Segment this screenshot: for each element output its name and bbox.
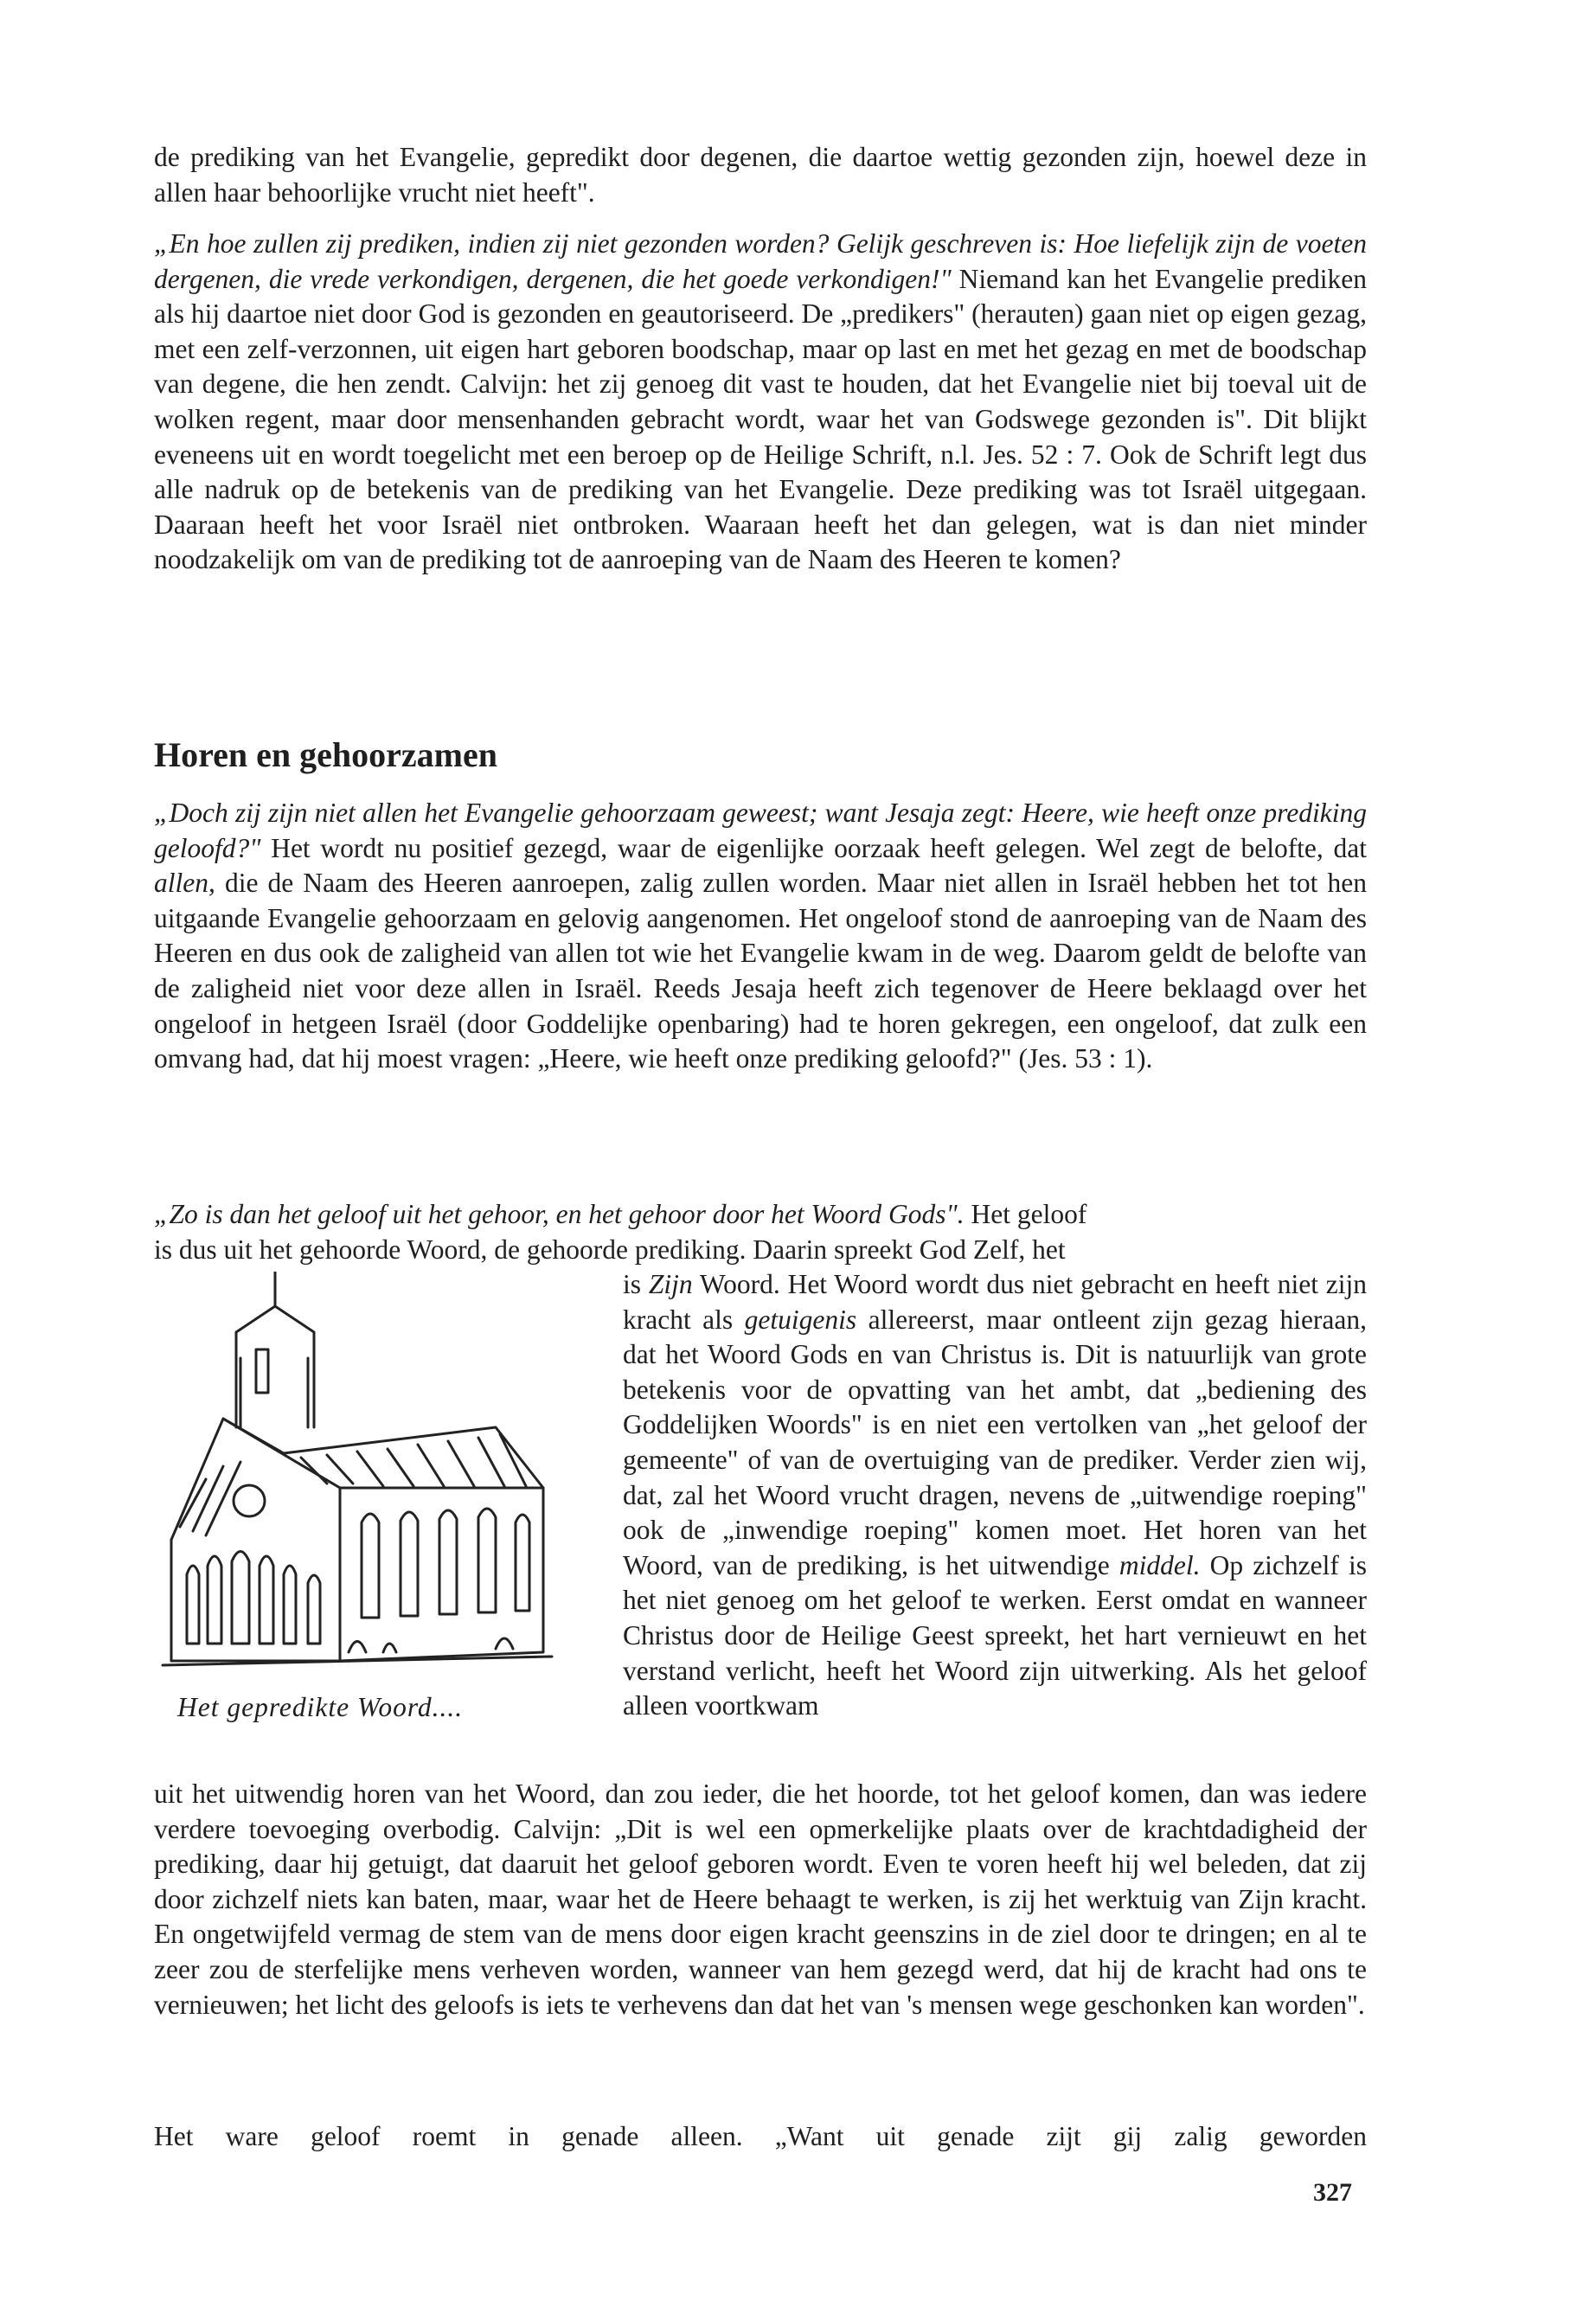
quote-italic: „En hoe zullen zij prediken, indien zij niet gezonden worden? Gelijk geschreven is: Hoe liefelijk zijn de voeten dergenen, die vrede verkondigen, dergenen, die het goede verkondigen!" [154,228,1367,294]
emphasis-word: allen, [154,868,215,899]
paragraph-body: Het geloof [964,1199,1087,1229]
paragraph-line: is dus uit het gehoorde Woord, de gehoorde prediking. Daarin spreekt God Zelf, het [154,1234,1066,1265]
paragraph-body: Woord. Het Woord wordt dus niet gebracht en heeft niet zijn kracht als [623,1269,1368,1335]
paragraph-body: Niemand kan het Evangelie prediken als hij daartoe niet door God is gezonden en geautoriseerd. De „predikers" (herauten) gaan niet op eigen gezag, met een zelf-verzonnen, uit eigen hart geboren boodschap, maar op last en met het gezag en met de boodschap van degene, die hen zendt. Calvijn: het zij genoeg dit vast te houden, dat het Evangelie niet bij toeval uit de wolken regent, maar door mensenhanden gebracht wordt, waar het van Godswege gezonden is". Dit blijkt eveneens uit en wordt toegelicht met een beroep op de Heilige Schrift, n.l. Jes. 52 : 7. Ook de Schrift legt dus alle nadruk op de betekenis van de prediking van het Evangelie. Deze prediking was tot Israël uitgegaan. Daaraan heeft het voor Israël niet ontbroken. Waaraan heeft het dan gelegen, wat is dan niet minder noodzakelijk om van de prediking tot de aanroeping van de Naam des Heeren te komen? [154,263,1367,575]
paragraph-body: Het wordt nu positief gezegd, waar de eigenlijke oorzaak heeft gelegen. Wel zegt de belofte, dat [260,832,1367,863]
paragraph-line [154,1197,1367,1233]
paragraph-body: Op zichzelf is het niet genoeg om het geloof te werken. Eerst omdat en wanneer Christus door de Heilige Geest spreekt, het hart vernieuwt en het verstand verlicht, heeft het Woord zijn uitwerking. Als het geloof alleen voortkwam [623,1549,1367,1721]
paragraph-body: die de Naam des Heeren aanroepen, zalig zullen worden. Maar niet allen in Israël hebben het tot hen uitgaande Evangelie gehoorzaam en gelovig aangenomen. Het ongeloof stond de aanroeping van de Naam des Heeren en dus ook de zaligheid van allen tot wie het Evangelie kwam in de weg. Daarom geldt de belofte van de zaligheid niet voor deze allen in Israël. Reeds Jesaja heeft zich tegenover de Heere beklaagd over het ongeloof in hetgeen Israël (door Goddelijke openbaring) had te horen gekregen, een ongeloof, dat zulk een omvang had, dat hij moest vragen: „Heere, wie heeft onze prediking geloofd?" (Jes. 53 : 1). [154,868,1367,1074]
paragraph-faith-hearing [154,1197,1367,1267]
paragraph-calvin-quote: uit het uitwendig horen van het Woord, dan zou ieder, die het hoorde, tot het geloof komen, dan was iedere verdere toevoeging overbodig. Calvijn: „Dit is wel een opmerkelijke plaats over de krachtdadigheid der prediking, daar hij getuigt, dat daaruit het geloof geboren wordt. Even te voren heeft hij wel beleden, dat zij door zichzelf niets kan baten, maar, waar het de Heere behaagt te werken, is zij het werktuig van Zijn kracht. En ongetwijfeld vermag de stem van de mens door eigen kracht geenszins in de ziel door te dringen; en al te zeer zou de sterfelijke mens verheven worden, wanneer van hem gezegd werd, dat hij de kracht had ons te vernieuwen; het licht des geloofs is iets te verhevens dan dat het van 's mensen wege geschonken kan worden". [154,1779,1367,2020]
figure-caption: Het gepredikte Woord.... [177,1692,464,1722]
paragraph-quote-romans [154,227,1367,578]
quote-italic: „Doch zij zijn niet allen het Evangelie gehoorzaam geweest; want Jesaja zegt: Heere, wie heeft onze prediking geloofd?" [154,798,1367,863]
paragraph-obedience [154,796,1367,1077]
paragraph-body: is [623,1269,649,1299]
paragraph-body: allereerst, maar ontleent zijn gezag hieraan, dat het Woord Gods en van Christus is. Dit is natuurlijk van grote betekenis voor de opvatting van het ambt, dat „bediening des Goddelijken Woords" is en niet een vertolken van „het geloof der gemeente" of van de overtuiging van de prediker. Verder zien wij, dat, zal het Woord vrucht dragen, nevens de „uitwendige roeping" ook de „inwendige roeping" komen moet. Het horen van het Woord, van de prediking, is het uitwendige [623,1304,1368,1580]
emphasis-word: getuigenis [744,1304,857,1335]
emphasis-word: Zijn [648,1269,693,1299]
paragraph-grace: Het ware geloof roemt in genade alleen. „Want uit genade zijt gij zalig geworden [154,2121,1367,2151]
emphasis-word: middel. [1118,1549,1201,1580]
page-number: 327 [1313,2178,1352,2207]
church-drawing [154,1272,561,1678]
church-illustration [154,1272,561,1678]
paragraph-wrapped-text [623,1267,1367,1724]
paragraph-intro: de prediking van het Evangelie, gepredikt door degenen, die daartoe wettig gezonden zijn, hoewel deze in allen haar behoorlijke vrucht niet heeft". [154,142,1367,208]
quote-italic: „Zo is dan het geloof uit het gehoor, en het gehoor door het Woord Gods". [154,1199,965,1229]
section-heading: Horen en gehoorzamen [154,735,497,774]
